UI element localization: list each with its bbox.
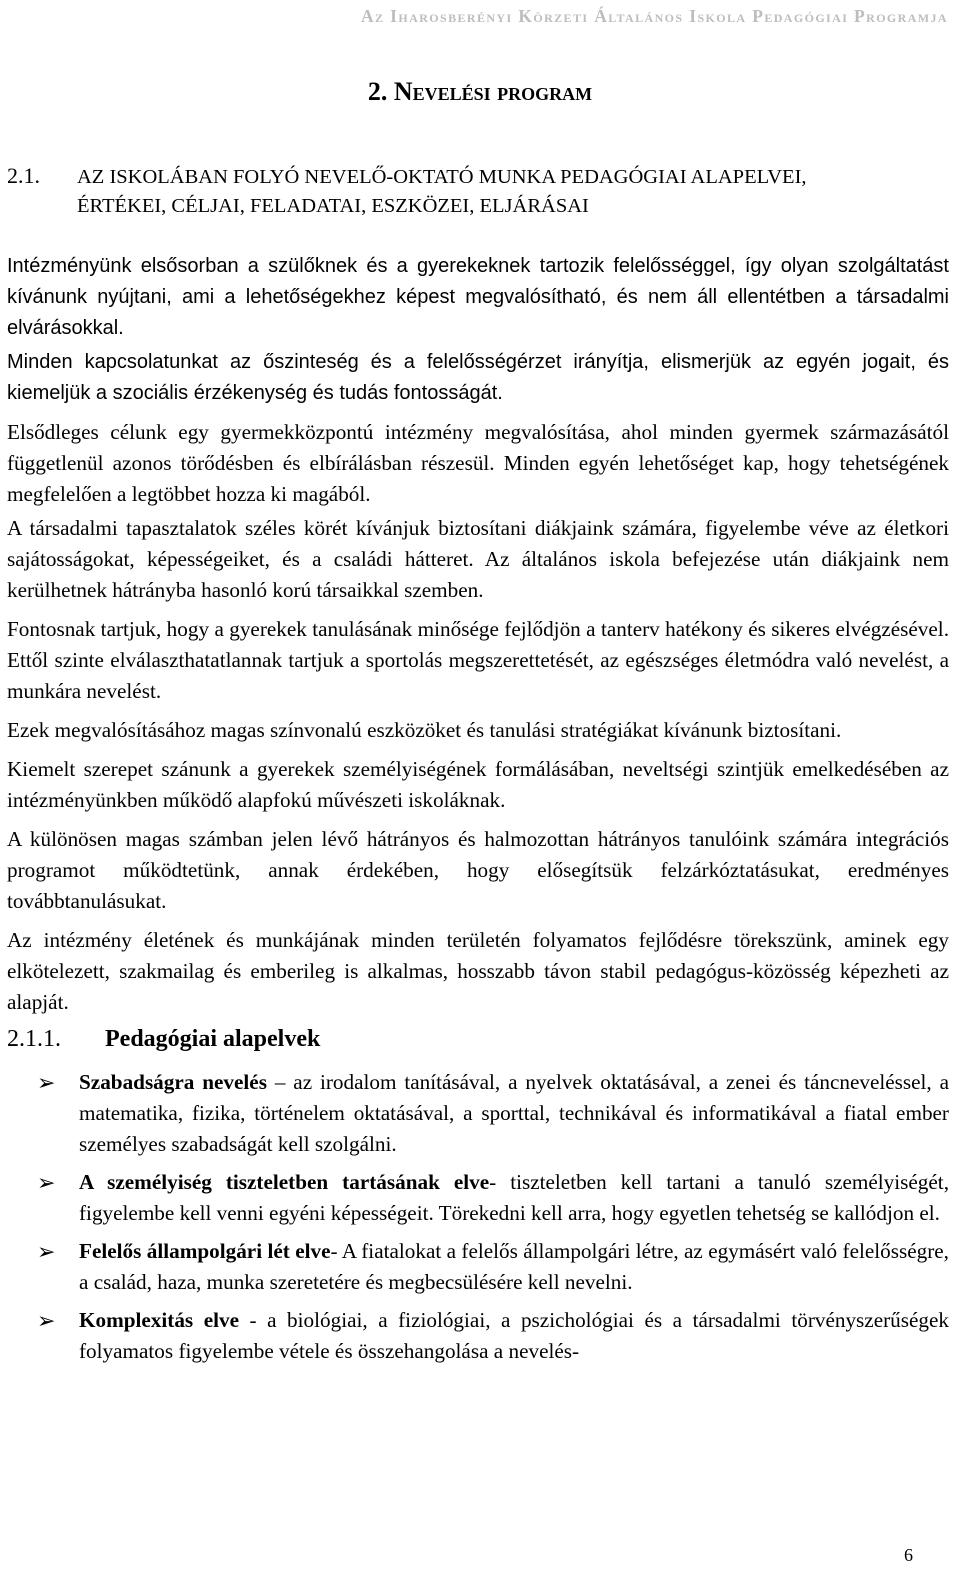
paragraph: Minden kapcsolatunkat az őszinteség és a felelősségérzet irányítja, elismerjük az egyén jogait, és kiemeljük a szociális érzékenység és tudás fontosságát. [7,351,949,404]
list-item [7,1067,949,1160]
paragraph: A társadalmi tapasztalatok széles körét kívánjuk biztosítani diákjaink számára, figyelembe véve az életkori sajátosságokat, képességeiket, és a családi hátteret. Az általános iskola befejezése után diákjaink nem kerülhetnek hátrányba hasonló korú társaikkal szemben. [7,516,949,602]
principle-text: - a biológiai, a fiziológiai, a pszichológiai és a társadalmi törvényszerűségek folyamatos figyelembe vétele és összehangolása a nevelés- [79,1308,950,1363]
paragraph: A különösen magas számban jelen lévő hátrányos és halmozottan hátrányos tanulóink számára integrációs programot működtetünk, annak érdekében, hogy elősegítsük felzárkóztatásukat, eredményes továbbtanulásukat. [7,827,949,913]
section-title-line2: ÉRTÉKEI, CÉLJAI, FELADATAI, ESZKÖZEI, ELJÁRÁSAI [77,195,589,217]
principle-term: Felelős állampolgári lét elve [79,1239,331,1263]
running-header: Az Iharosberényi Körzeti Általános Iskola Pedagógiai Programja [360,6,948,26]
chapter-title [0,77,960,107]
list-item [7,1305,949,1367]
body-text [7,251,949,1374]
paragraph: Elsődleges célunk egy gyermekközpontú intézmény megvalósítása, ahol minden gyermek származásától függetlenül azonos törődésben és elbírálásban részesül. Minden egyén lehetőséget kap, hogy tehetségének megfelelően a legtöbbet hozza ki magából. [7,420,949,506]
principle-text: – az irodalom tanításával, a nyelvek oktatásával, a zenei és táncneveléssel, a matematika, fizika, történelem oktatásával, a sporttal, technikával és informatikával a fiatal ember személyes szabadságát kell szolgálni. [79,1070,950,1156]
principle-text: - A fiatalokat a felelős állampolgári létre, az egymásért való felelősségre, a család, haza, munka szeretetére és megbecsülésére kell nevelni. [79,1239,949,1294]
paragraph: Az intézmény életének és munkájának minden területén folyamatos fejlődésre törekszünk, aminek egy elkötelezett, szakmailag és emberileg is alkalmas, hosszabb távon stabil pedagógus-közösség képezheti az alapját. [7,928,949,1014]
principle-term: Szabadságra nevelés [79,1070,267,1094]
principles-list [7,1067,949,1367]
arrow-bullet-icon: ➢ [37,1308,56,1333]
subsection-heading [7,1026,949,1053]
principle-text: - tiszteletben kell tartani a tanuló személyiségét, figyelembe kell venni egyéni képességeit. Törekedni kell arra, hogy egyetlen tehetség se kallódjon el. [79,1170,949,1225]
list-item [7,1167,949,1229]
chapter-number: 2. [367,77,388,106]
section-heading [7,163,949,218]
paragraph: Fontosnak tartjuk, hogy a gyerekek tanulásának minősége fejlődjön a tanterv hatékony és sikeres elvégzésével. Ettől szinte elválaszthatatlannak tartjuk a sportolás megszerettetését, az egészséges életmódra való nevelést, a munkára nevelést. [7,617,949,703]
subsection-title: Pedagógiai alapelvek [105,1026,321,1052]
principle-term: Komplexitás elve [79,1308,239,1332]
arrow-bullet-icon: ➢ [37,1170,56,1195]
section-title-line1: AZ ISKOLÁBAN FOLYÓ NEVELŐ-OKTATÓ MUNKA PEDAGÓGIAI ALAPELVEI, [77,166,807,188]
chapter-title-text: Nevelési program [393,77,593,106]
paragraph: Intézményünk elsősorban a szülőknek és a gyerekeknek tartozik felelősséggel, így olyan szolgáltatást kívánunk nyújtani, ami a lehetőségekhez képest megvalósítható, és nem áll ellentétben a társadalmi elvárásokkal. [7,255,949,339]
paragraph: Kiemelt szerepet szánunk a gyerekek személyiségének formálásában, neveltségi szintjük emelkedésében az intézményünkben működő alapfokú művészeti iskoláknak. [7,757,949,812]
arrow-bullet-icon: ➢ [37,1239,56,1264]
arrow-bullet-icon: ➢ [37,1070,56,1095]
paragraph: Ezek megvalósításához magas színvonalú eszközöket és tanulási stratégiákat kívánunk biztosítani. [7,718,842,742]
subsection-number: 2.1.1. [7,1026,61,1052]
list-item [7,1236,949,1298]
section-number: 2.1. [7,163,40,188]
principle-term: A személyiség tiszteletben tartásának elve [79,1170,490,1194]
page-number: 6 [904,1545,913,1565]
